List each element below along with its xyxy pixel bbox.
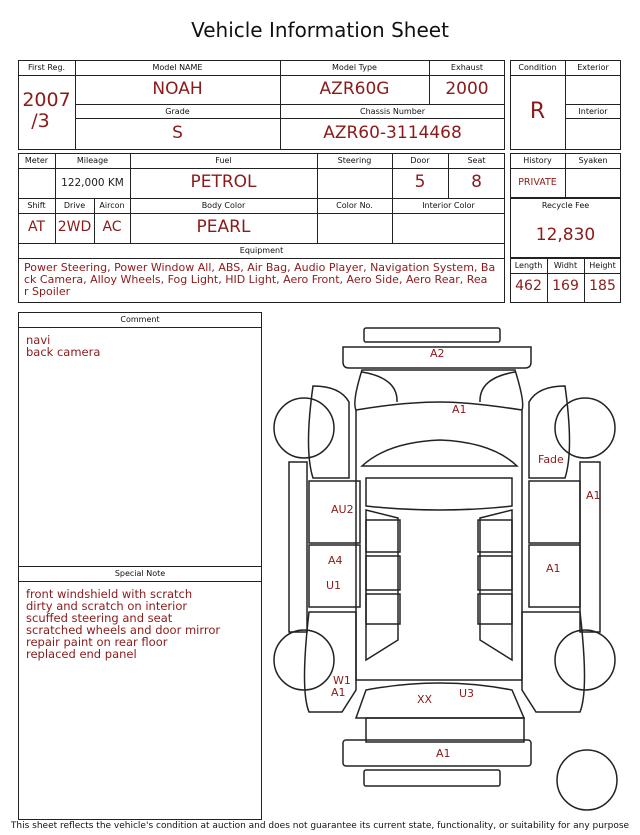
meter-label: Meter bbox=[24, 156, 49, 165]
comment-line: navi bbox=[26, 333, 51, 347]
damage-code: A2 bbox=[430, 347, 445, 360]
color-no-label: Color No. bbox=[336, 201, 373, 210]
damage-code: A1 bbox=[436, 747, 451, 760]
door-label: Door bbox=[410, 156, 430, 165]
front-bumper bbox=[364, 328, 500, 342]
body-color-value: PEARL bbox=[196, 217, 251, 237]
windshield bbox=[362, 440, 517, 466]
disclaimer-footer: This sheet reflects the vehicle's condition at auction and does not guarantee its current state, functionality, or suitability for any purpose bbox=[10, 821, 630, 831]
fuel-label: Fuel bbox=[215, 156, 232, 165]
hood bbox=[355, 370, 523, 410]
special-note-line: dirty and scratch on interior bbox=[26, 599, 188, 613]
drive-label: Drive bbox=[63, 201, 86, 210]
first-reg-month: /3 bbox=[31, 110, 50, 132]
model-name-value: NOAH bbox=[152, 79, 203, 99]
height-value: 185 bbox=[589, 278, 616, 294]
chassis-label: Chassis Number bbox=[360, 107, 425, 116]
damage-code: A1 bbox=[546, 562, 561, 575]
rear-window bbox=[356, 683, 524, 718]
sheet-title: Vehicle Information Sheet bbox=[191, 18, 449, 42]
damage-code: A1 bbox=[586, 489, 601, 502]
aircon-label: Aircon bbox=[99, 201, 125, 210]
rear-gate bbox=[366, 718, 524, 742]
height-label: Height bbox=[589, 261, 616, 270]
equipment-line-2: ck Camera, Alloy Wheels, Fog Light, HID Light, Aero Front, Aero Side, Aero Rear, Rea bbox=[24, 273, 488, 286]
special-note-line: scratched wheels and door mirror bbox=[26, 623, 221, 637]
exhaust-value: 2000 bbox=[445, 79, 489, 99]
aircon-value: AC bbox=[102, 219, 122, 235]
fuel-value: PETROL bbox=[190, 172, 257, 192]
seat-label: Seat bbox=[467, 156, 486, 165]
damage-code: A4 bbox=[328, 554, 343, 567]
length-label: Length bbox=[514, 261, 543, 270]
special-note-line: scuffed steering and seat bbox=[26, 611, 173, 625]
seat-left-front bbox=[366, 520, 400, 552]
special-note-line: front windshield with scratch bbox=[26, 587, 193, 601]
model-name-label: Model NAME bbox=[152, 63, 203, 72]
damage-code: A1 bbox=[331, 686, 346, 699]
damage-code: Fade bbox=[538, 453, 564, 466]
equipment-line-1: Power Steering, Power Window All, ABS, Air Bag, Audio Player, Navigation System, Ba bbox=[24, 261, 496, 274]
history-label: History bbox=[523, 156, 552, 165]
left-headlight bbox=[362, 372, 397, 402]
damage-code: W1 bbox=[333, 674, 351, 687]
history-value: PRIVATE bbox=[518, 177, 557, 188]
special-note-label: Special Note bbox=[114, 569, 166, 578]
mileage-value: 122,000 KM bbox=[61, 177, 124, 189]
cabin-left bbox=[366, 510, 398, 660]
damage-code: XX bbox=[417, 693, 433, 706]
roof-front bbox=[366, 478, 512, 510]
first-reg-label: First Reg. bbox=[27, 63, 66, 72]
equipment-label: Equipment bbox=[239, 246, 284, 255]
seat-left-rear bbox=[366, 594, 400, 624]
wheel-front-right bbox=[555, 398, 615, 458]
damage-code: A1 bbox=[452, 403, 467, 416]
special-note-line: repair paint on rear floor bbox=[26, 635, 168, 649]
spare-wheel bbox=[557, 750, 617, 810]
shift-value: AT bbox=[27, 219, 46, 235]
right-rear-quarter bbox=[522, 612, 585, 712]
right-headlight bbox=[480, 372, 515, 402]
right-front-door bbox=[529, 481, 580, 543]
shift-label: Shift bbox=[27, 201, 46, 210]
width-label: Widht bbox=[553, 261, 578, 270]
seat-right-front bbox=[478, 520, 512, 552]
recycle-fee-label: Recycle Fee bbox=[541, 201, 590, 210]
door-value: 5 bbox=[414, 172, 426, 192]
width-value: 169 bbox=[552, 278, 579, 294]
body-outline bbox=[356, 410, 522, 680]
wheel-front-left bbox=[274, 398, 334, 458]
condition-value: R bbox=[529, 99, 546, 124]
exterior-label: Exterior bbox=[577, 63, 609, 72]
equipment-line-3: r Spoiler bbox=[24, 285, 71, 298]
interior-color-label: Interior Color bbox=[422, 201, 475, 210]
special-note-line: replaced end panel bbox=[26, 647, 137, 661]
damage-code: AU2 bbox=[331, 503, 354, 516]
vehicle-damage-diagram bbox=[265, 312, 640, 820]
rear-step bbox=[364, 770, 500, 786]
exhaust-label: Exhaust bbox=[450, 63, 484, 72]
interior-label: Interior bbox=[578, 107, 608, 116]
seat-right-rear bbox=[478, 594, 512, 624]
grade-value: S bbox=[172, 123, 183, 143]
right-side-skirt bbox=[580, 462, 600, 632]
condition-label: Condition bbox=[518, 63, 557, 72]
first-reg-year: 2007 bbox=[22, 89, 71, 111]
steering-label: Steering bbox=[337, 156, 372, 165]
syaken-label: Syaken bbox=[578, 156, 608, 165]
comment-label: Comment bbox=[120, 315, 160, 324]
damage-code: U3 bbox=[459, 687, 475, 700]
chassis-value: AZR60-3114468 bbox=[323, 123, 462, 143]
cabin-right bbox=[480, 510, 512, 660]
seat-value: 8 bbox=[471, 172, 482, 192]
body-color-label: Body Color bbox=[201, 201, 246, 210]
right-rear-door bbox=[529, 545, 580, 607]
seat-right-mid bbox=[478, 556, 512, 590]
left-side-skirt bbox=[289, 462, 307, 632]
seat-left-mid bbox=[366, 556, 400, 590]
drive-value: 2WD bbox=[57, 219, 92, 235]
comment-line: back camera bbox=[26, 345, 101, 359]
recycle-fee-value: 12,830 bbox=[535, 225, 596, 245]
grade-label: Grade bbox=[165, 107, 190, 116]
model-type-label: Model Type bbox=[332, 63, 377, 72]
model-type-value: AZR60G bbox=[319, 79, 390, 99]
damage-code: U1 bbox=[326, 579, 342, 592]
mileage-label: Mileage bbox=[76, 156, 109, 165]
length-value: 462 bbox=[515, 278, 542, 294]
